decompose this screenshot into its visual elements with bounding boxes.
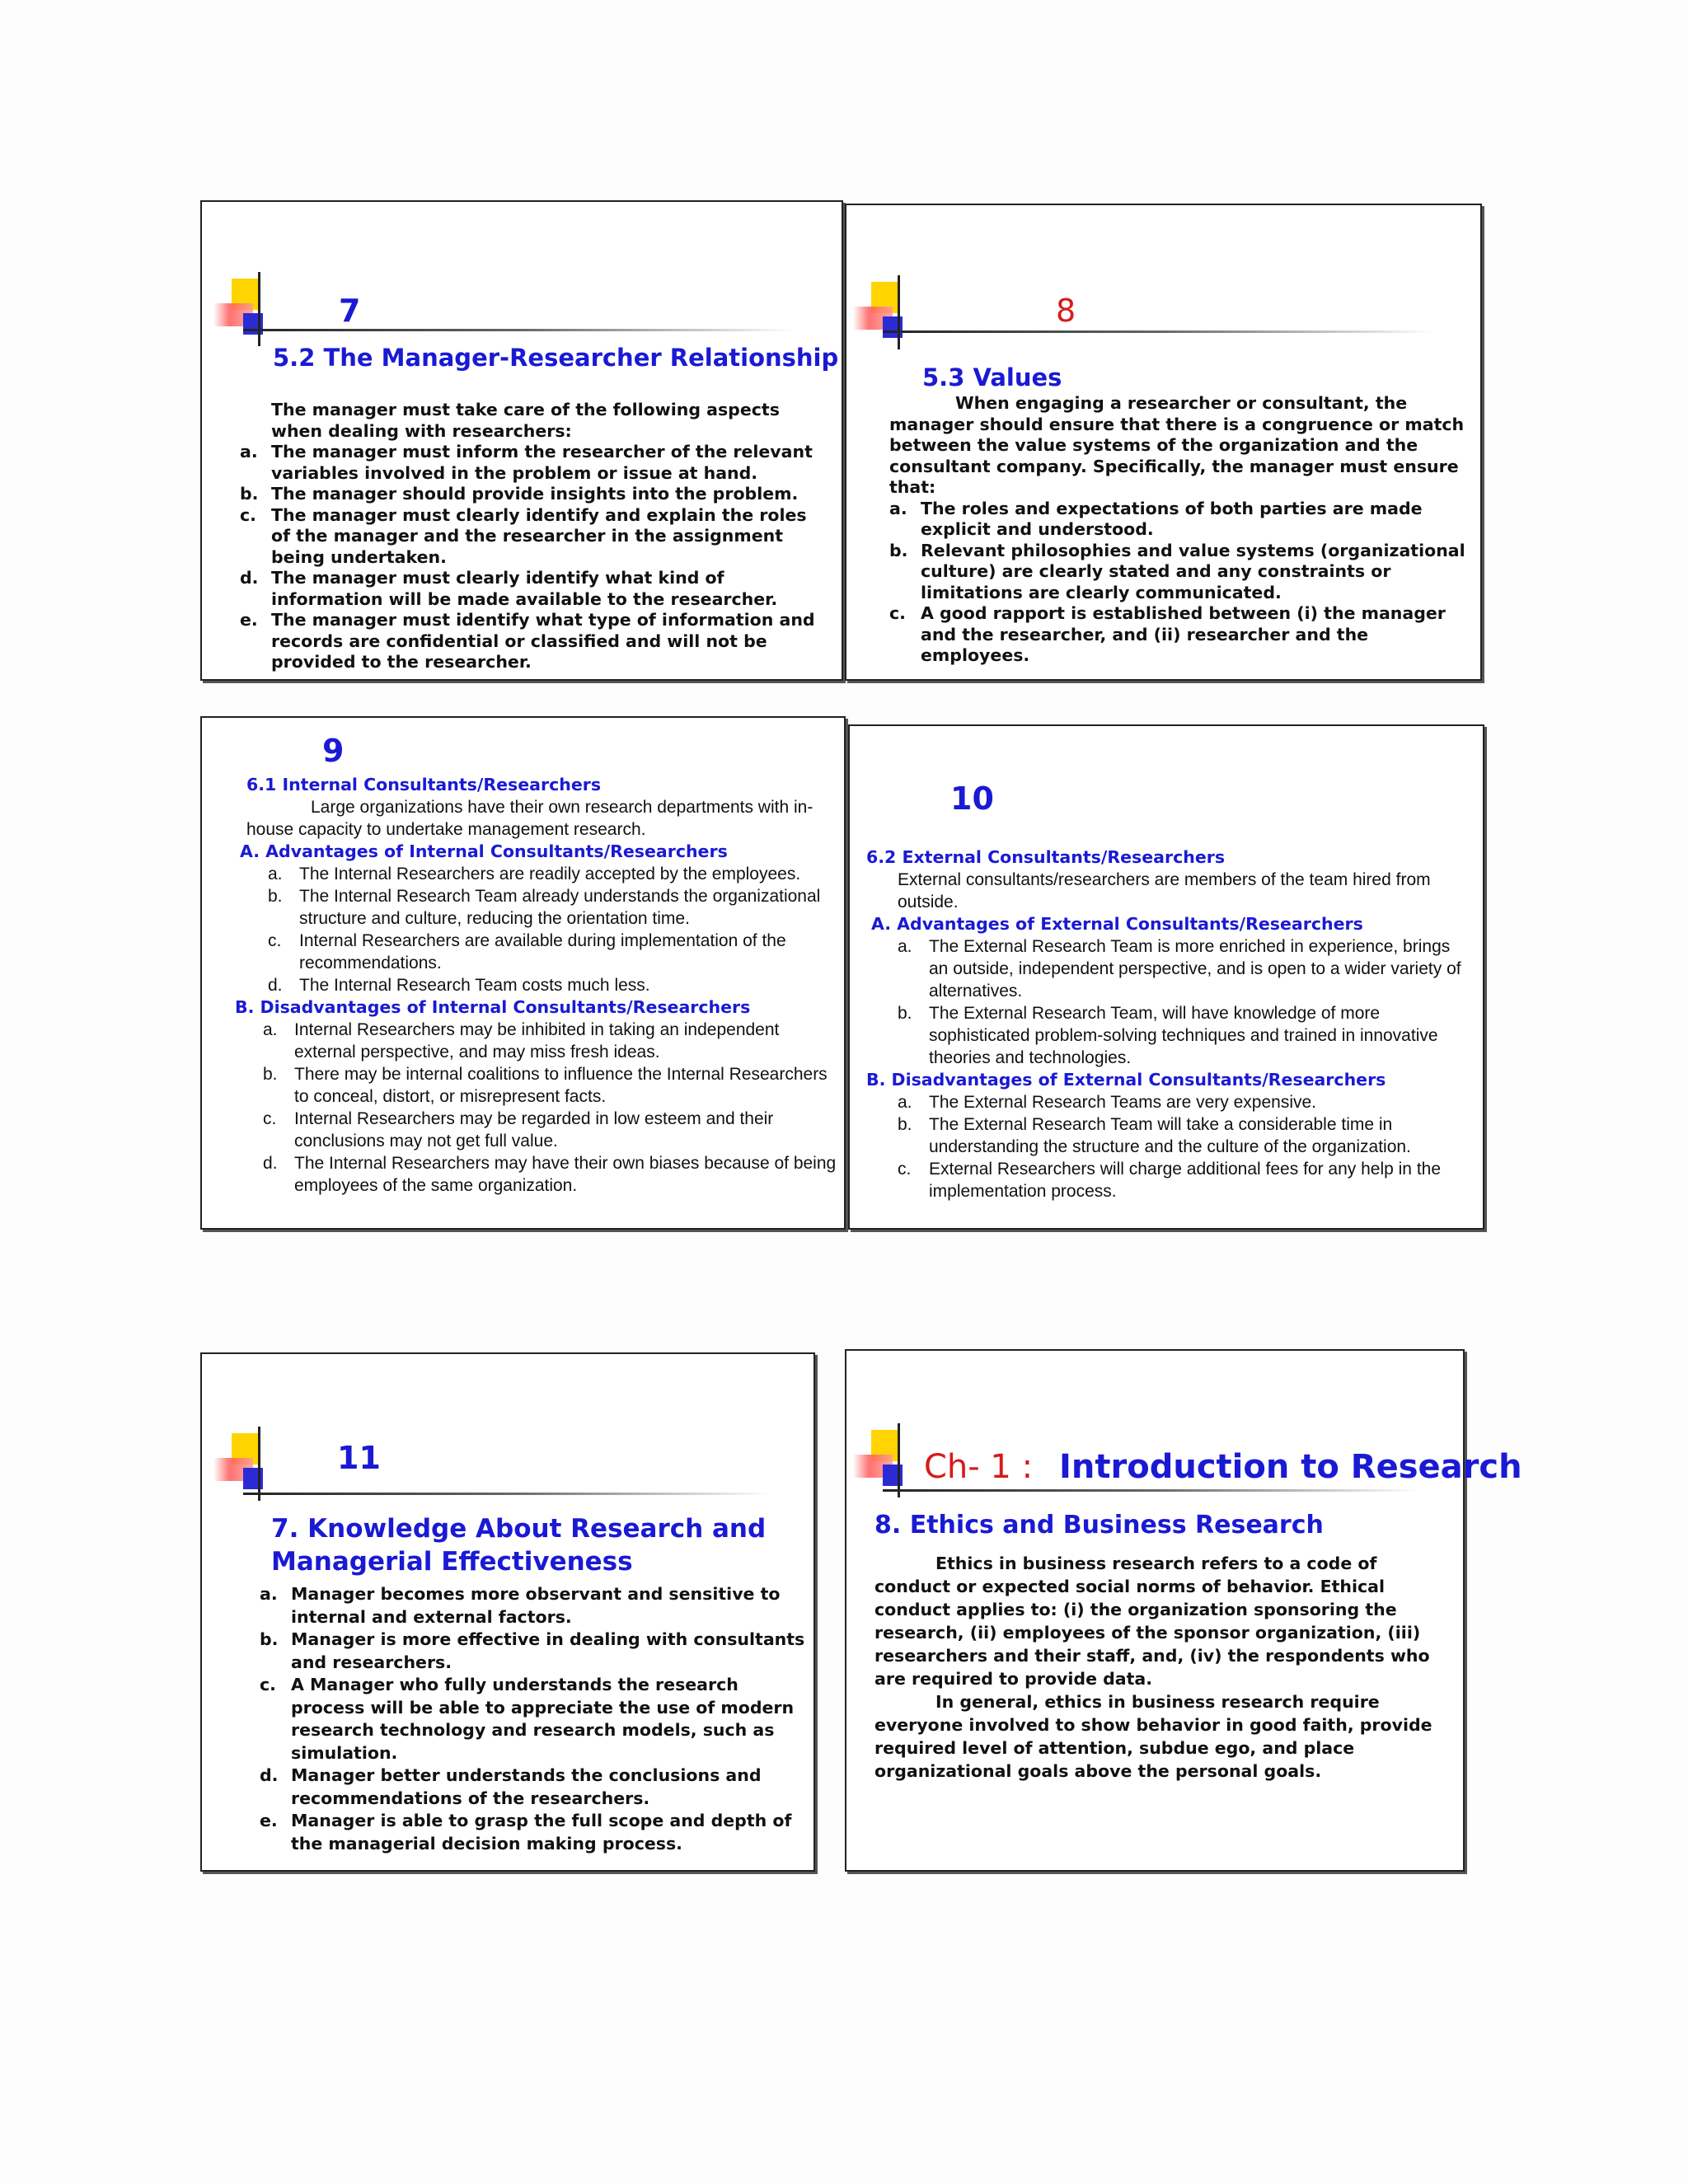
slide-title: 5.3 Values: [922, 363, 1062, 391]
list-item: c. The manager must clearly identify and explain the roles of the manager and the researcher in the assignment being undertaken.: [240, 504, 807, 567]
aspects-list: [240, 442, 821, 673]
list-item: d. The manager must clearly identify what kind of information will be made available to the researcher.: [240, 568, 778, 609]
list-item: b. Relevant philosophies and value systems (organizational culture) are clearly stated and any constraints or limitations are clearly communicated.: [889, 540, 1465, 602]
list-item: d. Manager better understands the conclusions and recommendations of the researchers.: [260, 1765, 762, 1808]
chapter-label: Ch- 1 :: [924, 1448, 1034, 1486]
paragraph-2: In general, ethics in business research require everyone involved to show behavior in good faith, provide required level of attention, subdue ego, and place organizational goals above the personal goals.: [874, 1692, 1432, 1781]
list-item: b. The Internal Research Team already understands the organizational structure and culture, reducing the orientation time.: [268, 887, 821, 928]
list-item: c. A good rapport is established between (i) the manager and the researcher, and (ii) researcher and the employees.: [889, 603, 1446, 665]
slide-title-line-1: 7. Knowledge About Research and: [271, 1514, 767, 1544]
list-item: b. Manager is more effective in dealing with consultants and researchers.: [260, 1629, 805, 1672]
advantages-heading: A. Advantages of External Consultants/Researchers: [871, 914, 1363, 934]
chapter-title: [924, 1448, 1522, 1486]
slide-title: 5.2 The Manager-Researcher Relationship: [273, 344, 839, 372]
title-rule: [243, 1493, 771, 1495]
section-heading: 6.2 External Consultants/Researchers: [866, 847, 1226, 867]
slide-11: [200, 1352, 815, 1872]
advantages-list: [235, 863, 841, 996]
decoration-squares-icon: [213, 279, 263, 344]
list-item: e. Manager is able to grasp the full scope and depth of the managerial decision making process.: [260, 1811, 792, 1854]
slide-body: [240, 400, 821, 673]
list-item: d. The Internal Research Team costs much less.: [268, 976, 650, 995]
slide-number: 11: [337, 1440, 381, 1476]
slide-body: [235, 774, 841, 1197]
paragraph-1: Ethics in business research refers to a code of conduct or expected social norms of behavior. Ethical conduct applies to: (i) the organization sponsoring the research, (ii) employees of the sponsor organization, (iii) researchers and their staff, and, (iv) the respondents who are required to provide data.: [874, 1554, 1430, 1689]
slide-8: [845, 204, 1482, 681]
list-item: c. A Manager who fully understands the research process will be able to appreciate the use of modern research technology and research models, such as simulation.: [260, 1675, 795, 1763]
slide-7: [200, 200, 843, 681]
title-rule: [243, 329, 795, 331]
intro-text: The manager must take care of the following aspects when dealing with researchers:: [271, 400, 780, 441]
effectiveness-list: [260, 1583, 808, 1855]
advantages-list: [866, 935, 1472, 1069]
disadvantages-heading: B. Disadvantages of External Consultants/Researchers: [866, 1070, 1386, 1090]
slide-number: 8: [1056, 293, 1076, 329]
list-item: a. The External Research Teams are very expensive.: [898, 1093, 1316, 1112]
list-item: b. The External Research Team will take a considerable time in understanding the structure and the culture of the organization.: [898, 1115, 1411, 1156]
list-item: a. Manager becomes more observant and sensitive to internal and external factors.: [260, 1584, 781, 1627]
list-item: a. The External Research Team is more enriched in experience, brings an outside, independent perspective, and is open to a wider variety of alternatives.: [898, 937, 1461, 1001]
slide-title-line-2: Managerial Effectiveness: [271, 1547, 633, 1577]
list-item: b. There may be internal coalitions to influence the Internal Researchers to conceal, distort, or misrepresent facts.: [263, 1065, 828, 1106]
slide-10: [848, 724, 1484, 1230]
intro-text: External consultants/researchers are members of the team hired from outside.: [898, 870, 1431, 912]
slide-number: 10: [950, 780, 994, 817]
title-rule: [883, 1489, 1418, 1492]
advantages-heading: A. Advantages of Internal Consultants/Researchers: [240, 841, 728, 861]
slide-number: 9: [322, 733, 345, 769]
list-item: d. The Internal Researchers may have their own biases because of being employees of the same organization.: [263, 1154, 837, 1195]
intro-text: Large organizations have their own research departments with in-house capacity to undertake management research.: [246, 798, 814, 839]
list-item: a. The roles and expectations of both parties are made explicit and understood.: [889, 498, 1423, 539]
disadvantages-list: [866, 1091, 1472, 1202]
decoration-squares-icon: [853, 1430, 903, 1496]
slide-12: [845, 1349, 1522, 1872]
slide-body: [260, 1583, 808, 1855]
slide-number: 7: [339, 293, 361, 329]
list-item: b. The manager should provide insights into the problem.: [240, 484, 799, 504]
list-item: c. External Researchers will charge additional fees for any help in the implementation process.: [898, 1160, 1442, 1201]
chapter-name: Introduction to Research: [1059, 1448, 1522, 1486]
decoration-squares-icon: [853, 282, 903, 348]
list-item: c. Internal Researchers are available during implementation of the recommendations.: [268, 931, 786, 972]
slide-body: [874, 1552, 1451, 1783]
slide-title: [271, 1512, 766, 1578]
list-item: a. The Internal Researchers are readily accepted by the employees.: [268, 865, 801, 883]
disadvantages-list: [235, 1019, 841, 1197]
slide-body: [889, 393, 1466, 667]
decoration-squares-icon: [213, 1433, 263, 1499]
list-item: e. The manager must identify what type of information and records are confidential or classified and will not be provided to the researcher.: [240, 610, 815, 672]
slide-9: [200, 716, 846, 1230]
disadvantages-heading: B. Disadvantages of Internal Consultants/Researchers: [235, 997, 751, 1017]
title-rule: [883, 330, 1435, 333]
list-item: a. Internal Researchers may be inhibited in taking an independent external perspective, and may miss fresh ideas.: [263, 1020, 780, 1062]
intro-text: When engaging a researcher or consultant, the manager should ensure that there is a congruence or match between the value systems of the organization and the consultant company. Specifically, the manager must ensure that:: [889, 393, 1465, 497]
slide-body: [866, 846, 1472, 1202]
list-item: c. Internal Researchers may be regarded in low esteem and their conclusions may not get full value.: [263, 1109, 774, 1151]
values-list: [889, 499, 1466, 667]
list-item: a. The manager must inform the researcher of the relevant variables involved in the problem or issue at hand.: [240, 442, 813, 483]
slide-title: 8. Ethics and Business Research: [874, 1511, 1324, 1540]
section-heading: 6.1 Internal Consultants/Researchers: [246, 775, 602, 794]
list-item: b. The External Research Team, will have knowledge of more sophisticated problem-solving techniques and trained in innovative theories and technologies.: [898, 1004, 1438, 1067]
